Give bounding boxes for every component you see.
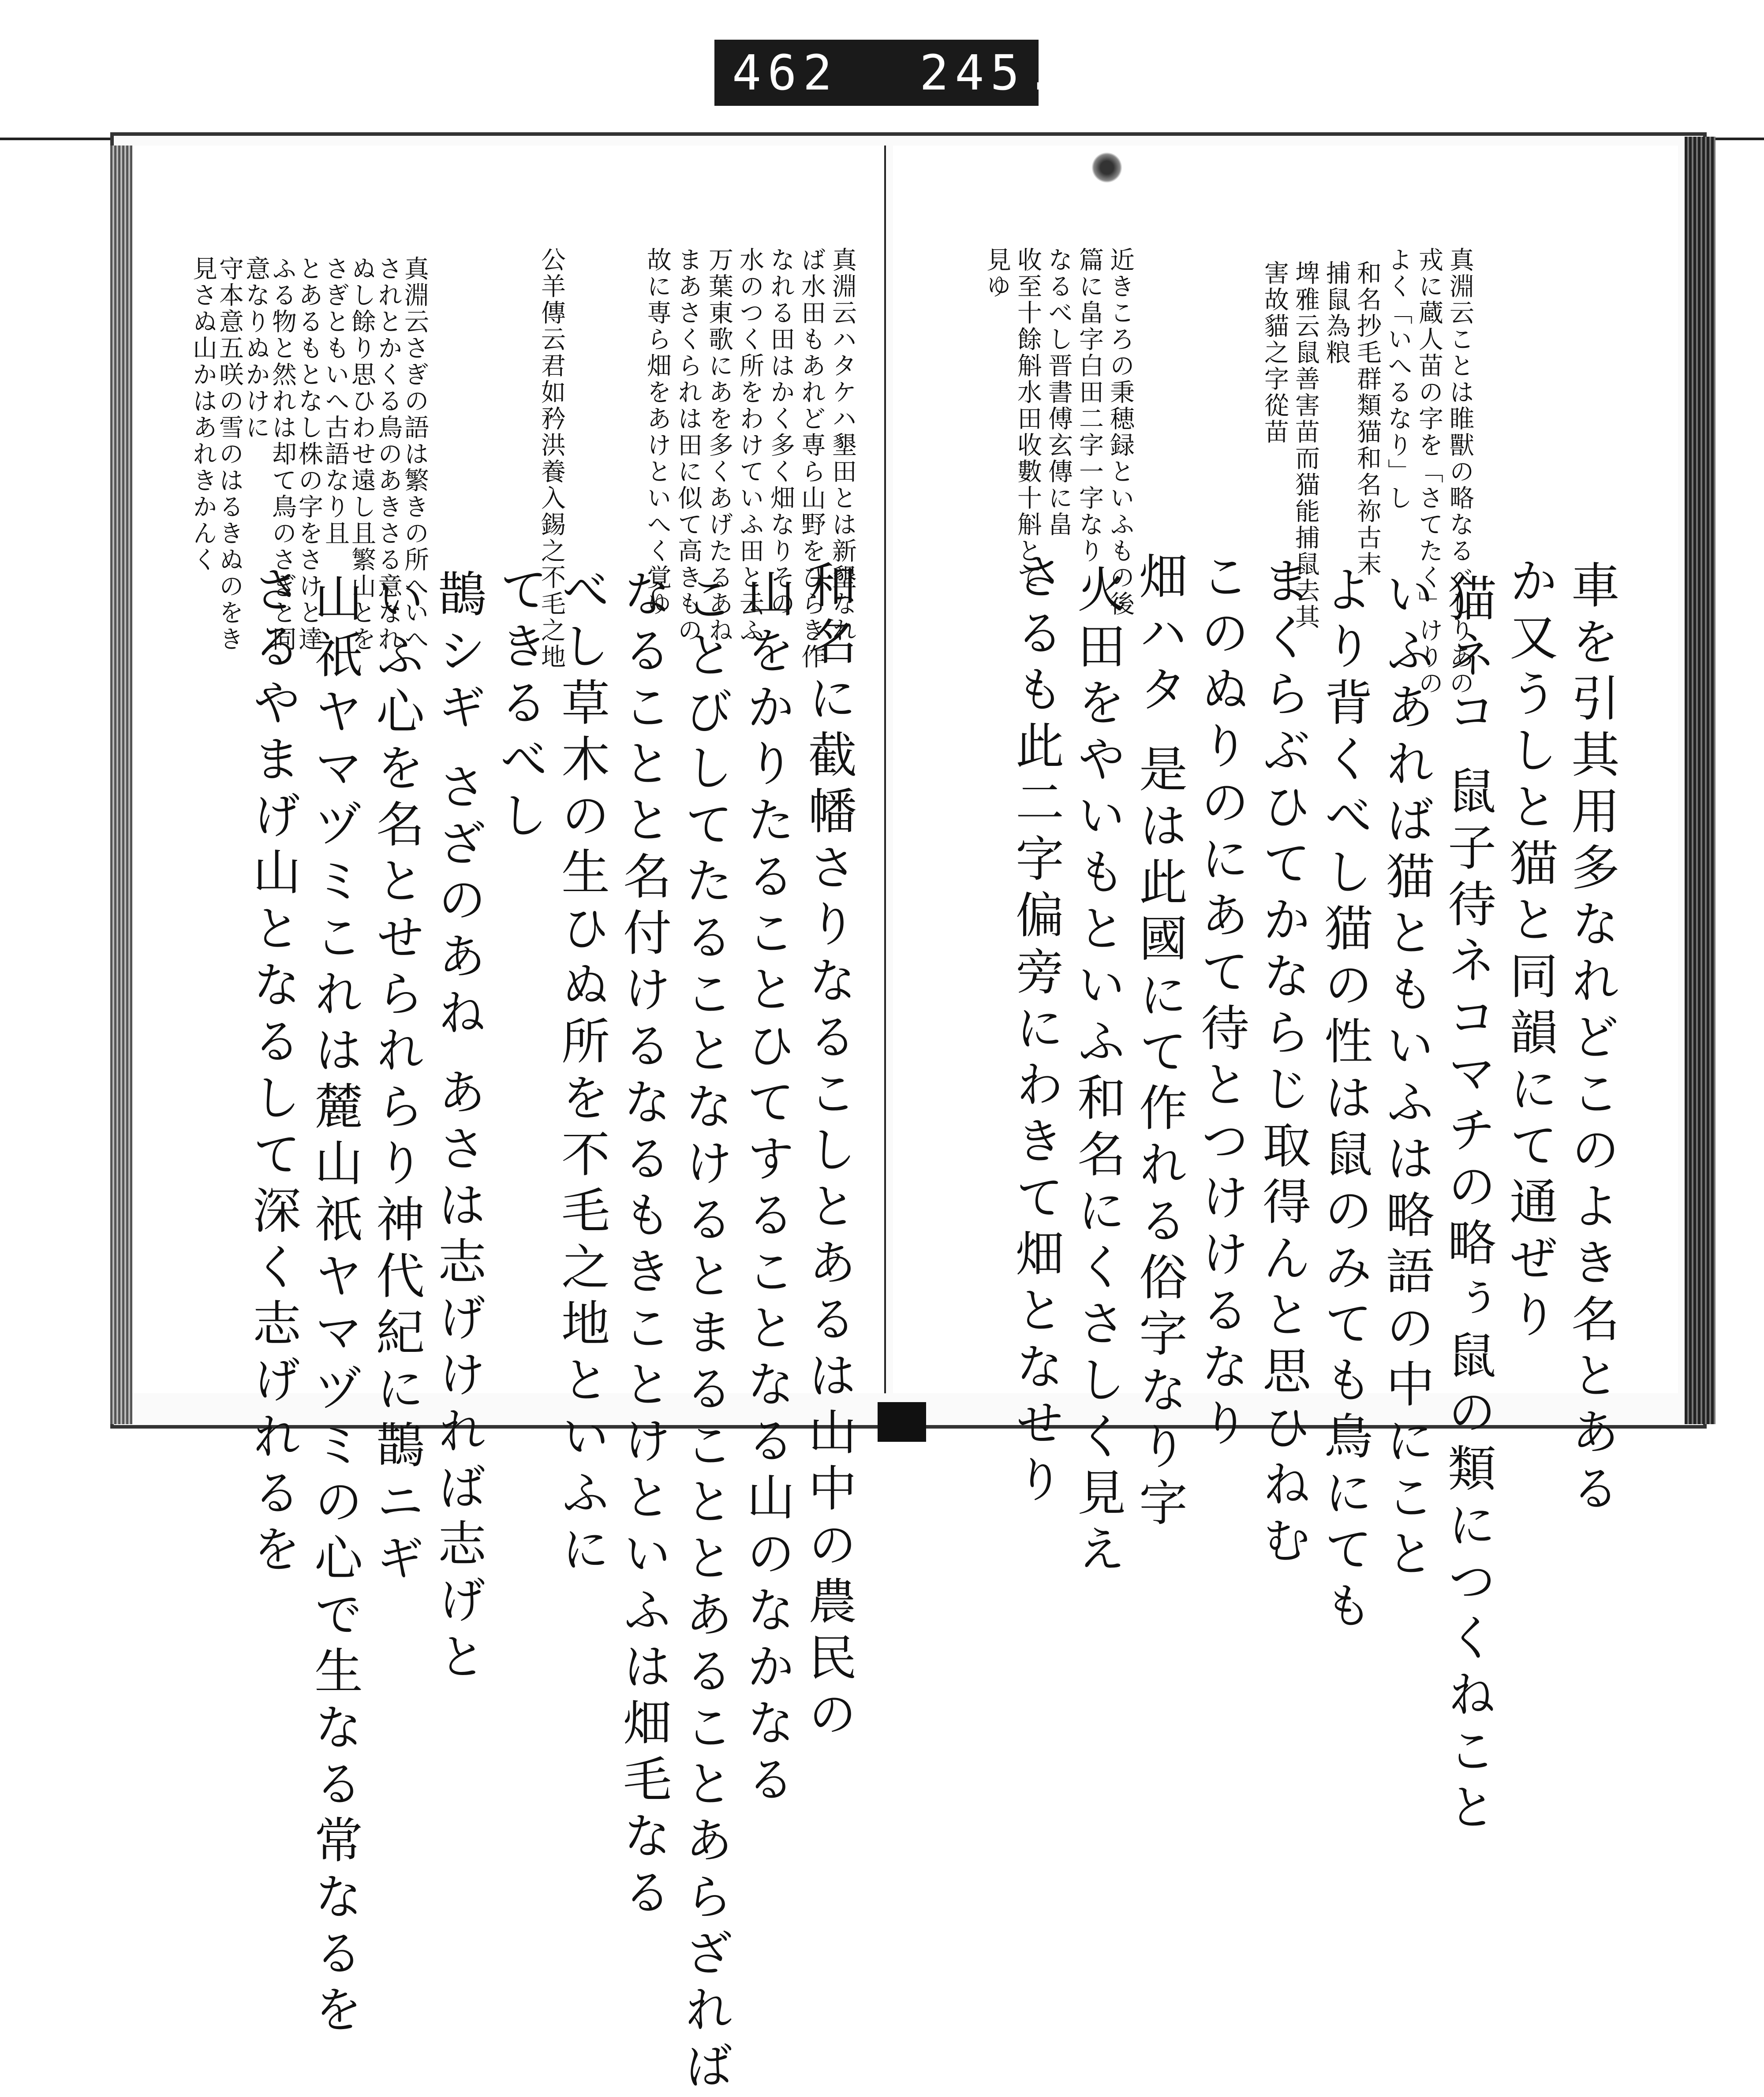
left-note-7: 故に専ら畑をあけといへく覚ゆ — [643, 247, 672, 617]
right-lower-note-4: 收至十餘斛水田收數十斛とて — [1013, 247, 1042, 591]
left-note-b3: ぬし餘り思ひわせ遠し且繁山とを — [348, 256, 376, 653]
right-line-3: 猫ネコ 鼠子待ネコマチの略ぅ鼠の類につくねこと — [1440, 573, 1496, 1838]
left-note-b9: 見さぬ山かはあれきかんく — [189, 256, 217, 573]
right-lower-note-3: なるべし晋書傅玄傳に畠 — [1044, 247, 1073, 538]
left-line-3: ことびしてたることなけるとまることとあることあらざれば — [677, 573, 733, 2097]
right-line-4: いふあれば猫ともいふは略語の中にこと — [1378, 569, 1435, 1585]
left-note-4: 水のつく所をわけていふ田と云ふ — [736, 247, 764, 644]
right-lower-note-2: 篇に畠字白田二字一字なり — [1075, 247, 1104, 564]
left-note-b8: 守本意五咲の雪のはるきぬのをき — [215, 256, 244, 653]
left-gongyang-note: 公羊傳云君如矜洪養入錫之不毛之地 — [537, 247, 566, 670]
right-note-5: 捕鼠為粮 — [1322, 260, 1351, 366]
book-edge-left — [110, 146, 132, 1424]
right-note-4: 和名抄毛群類猫和名祢古末 — [1353, 260, 1382, 578]
left-note-b7: 意なりぬかけに — [242, 256, 270, 441]
left-note-b5: とあるもとなし株の字をさけと達 — [295, 256, 323, 653]
right-line-7: このぬりのにあて待とつけけるなり — [1193, 551, 1249, 1454]
right-line-1: 車を引其用多なれどこのよき名とある — [1563, 560, 1620, 1519]
right-line-6: まくらぶひてかならじ取得んと思ひねむ — [1255, 556, 1311, 1571]
left-note-b2: されとかくる鳥のあきさる意なれ — [374, 256, 403, 653]
left-note-6: まあさくられは田に似て高きもの — [674, 247, 703, 644]
right-note-3: よく「いへるなり」し — [1384, 247, 1413, 511]
left-note-1: 真淵云ハタケハ墾田とは新墾なれ — [828, 247, 857, 644]
right-line-5: より背くべし猫の性は鼠のみても鳥にても — [1316, 564, 1373, 1637]
book-edge-right — [1685, 137, 1715, 1424]
gutter-tab — [878, 1402, 926, 1442]
left-line-6: てきるべし — [492, 564, 548, 847]
right-note-2: 戎に蔵人苗の字を「さてたく」けりの — [1415, 247, 1443, 697]
left-line-8: いふ心を名とせられらり神代紀に鵲ニギ — [368, 573, 425, 1589]
label-right-number: 245. — [919, 45, 1061, 101]
left-line-1: 和名に截幡さりなるこしとあるは山中の農民の — [800, 560, 857, 1745]
right-line-9: 火田をやいもといふ和名にくさしく見え — [1069, 564, 1126, 1580]
left-note-2: ば水田もあれど専ら山野をひらき作 — [797, 247, 826, 670]
left-line-10: さるやまげ山となるして深く志げれるを — [245, 564, 301, 1580]
right-line-10: さるも此二字偏旁にわきて畑となせり — [1008, 551, 1064, 1511]
right-line-2: か又うしと猫と同韻にて通ぜり — [1502, 556, 1558, 1346]
left-note-b1: 真淵云さぎの語は繁きの所へいへ — [400, 256, 429, 653]
right-note-7: 害故貓之字從苗 — [1260, 260, 1289, 445]
catalog-label — [714, 40, 1061, 106]
left-line-5: べし草木の生ひぬ所を不毛之地といふに — [553, 564, 610, 1580]
right-note-6: 埤雅云鼠善害苗而猫能捕鼠去其 — [1291, 260, 1320, 631]
left-note-5: 万葉東歌にあを多くあげたるあね — [705, 247, 733, 644]
left-line-7: 鵲シギ さざのあね あさは志げければ志げと — [430, 569, 486, 1688]
left-line-2: 山をかりたることひてすることなる山のなかなる — [739, 569, 795, 1810]
label-left-number: 462 — [732, 45, 838, 101]
left-line-9: 山祇ヤマヅミこれは麓山祇ヤマヅミの心で生なる常なるを — [306, 573, 363, 2041]
left-line-4: なることと名付けるなるもきことけといふは畑毛なる — [615, 569, 672, 1923]
page-ornament — [1091, 152, 1122, 183]
left-note-b6: ふる物と然れは却て鳥のさぎと同 — [268, 256, 297, 653]
right-lower-note-1: 近きころの秉穂録といふもの後 — [1106, 247, 1135, 617]
right-lower-note-5: 見ゆ — [983, 247, 1011, 300]
left-note-b4: さぎともいへ古語なり且 — [321, 256, 350, 547]
right-note-1: 真淵云ことは睢獸の略なるべしりあの — [1446, 247, 1474, 697]
left-note-3: なれる田はかく多く畑なりその — [766, 247, 795, 617]
right-line-8: 畑ハタ 是は此國にて作れる俗字なり字 — [1131, 551, 1188, 1534]
